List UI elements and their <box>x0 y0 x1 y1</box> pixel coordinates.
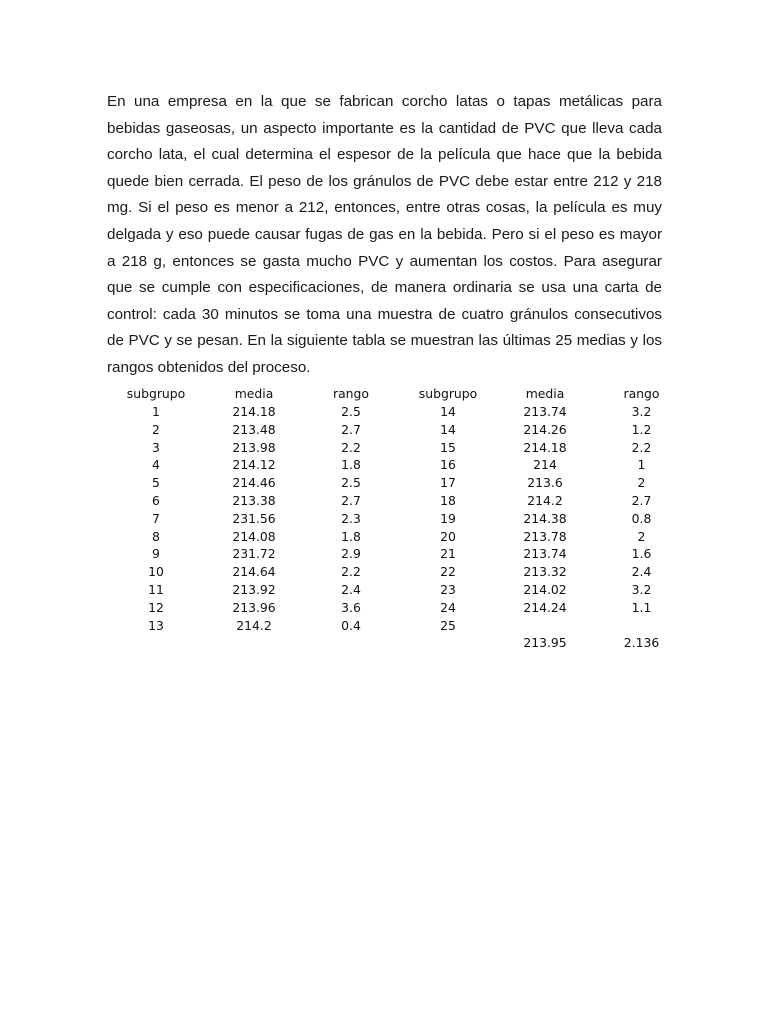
cell-mean: 214.18 <box>523 439 567 455</box>
cell-mean: 214.46 <box>232 475 276 491</box>
cell-subgroup: 5 <box>152 475 160 491</box>
cell-mean: 213.78 <box>523 528 567 544</box>
table-row <box>107 528 690 546</box>
cell-subgroup: 21 <box>440 546 456 562</box>
cell-subgroup: 25 <box>440 617 456 633</box>
cell-range: 2 <box>637 528 646 544</box>
cell-subgroup: 12 <box>148 599 164 615</box>
cell-range: 2.7 <box>631 492 652 508</box>
subgroup-data-table <box>107 385 690 652</box>
cell-subgroup: 6 <box>152 492 160 508</box>
cell-mean: 213.6 <box>527 475 563 491</box>
range-average: 2.136 <box>623 635 660 651</box>
cell-mean: 214.64 <box>232 564 276 580</box>
cell-mean: 214.18 <box>232 404 276 419</box>
cell-range: 2.7 <box>341 492 361 508</box>
header-mean-2: media <box>525 386 565 402</box>
cell-subgroup: 1 <box>152 404 160 419</box>
cell-subgroup: 10 <box>148 564 164 580</box>
cell-range: 2.7 <box>341 421 361 437</box>
cell-range: 2.5 <box>341 475 361 491</box>
cell-mean: 214.08 <box>232 528 276 544</box>
cell-mean: 214 <box>533 457 557 473</box>
table-row <box>107 599 690 617</box>
table-row <box>107 403 690 421</box>
table-header-row <box>107 385 690 403</box>
cell-subgroup: 18 <box>440 492 456 508</box>
cell-range: 1.2 <box>631 421 652 437</box>
cell-mean: 213.74 <box>523 404 567 419</box>
table-row <box>107 581 690 599</box>
cell-mean: 213.74 <box>523 546 567 562</box>
cell-subgroup: 9 <box>152 546 160 562</box>
cell-range: 1.1 <box>631 599 652 615</box>
cell-mean: 231.72 <box>232 546 276 562</box>
cell-range: 3.2 <box>631 581 652 597</box>
cell-range: 2 <box>637 475 646 491</box>
cell-subgroup: 11 <box>148 581 164 597</box>
totals-empty <box>205 634 303 652</box>
cell-mean: 213.96 <box>232 599 276 615</box>
table-row <box>107 617 690 635</box>
cell-range: 2.4 <box>631 564 652 580</box>
cell-mean: 214.02 <box>523 581 567 597</box>
cell-range: 1.6 <box>631 546 652 562</box>
cell-subgroup: 2 <box>152 421 160 437</box>
cell-subgroup: 19 <box>440 510 456 526</box>
cell-mean: 213.48 <box>232 421 276 437</box>
cell-range: 3.2 <box>631 404 652 419</box>
cell-mean: 213.98 <box>232 439 276 455</box>
table-row <box>107 492 690 510</box>
table-body <box>107 403 690 634</box>
cell-mean <box>497 617 593 635</box>
header-subgroup-1: subgrupo <box>126 386 186 402</box>
cell-subgroup: 23 <box>440 581 456 597</box>
cell-range: 1.8 <box>341 528 361 544</box>
totals-empty <box>107 634 205 652</box>
cell-subgroup: 22 <box>440 564 456 580</box>
cell-mean: 214.2 <box>236 617 272 633</box>
cell-range: 2.2 <box>341 439 361 455</box>
header-range-2: rango <box>623 386 660 402</box>
problem-statement: En una empresa en la que se fabrican corcho latas o tapas metálicas para bebidas gaseosas, un aspecto importante es la cantidad de PVC que lleva cada corcho lata, el cual determina el espesor de la película que hace que la bebida quede bien cerrada. El peso de los gránulos de PVC debe estar entre 212 y 218 mg. Si el peso es menor a 212, entonces, entre otras cosas, la película es muy delgada y eso puede causar fugas de gas en la bebida. Pero si el peso es mayor a 218 g, entonces se gasta mucho PVC y aumentan los costos. Para asegurar que se cumple con especificaciones, de manera ordinaria se usa una carta de control: cada 30 minutos se toma una muestra de cuatro gránulos consecutivos de PVC y se pesan. En la siguiente tabla se muestran las últimas 25 medias y los rangos obtenidos del proceso. <box>107 93 662 376</box>
cell-mean: 213.92 <box>232 581 276 597</box>
table-row <box>107 510 690 528</box>
cell-range: 2.3 <box>341 510 361 526</box>
cell-subgroup: 3 <box>152 439 160 455</box>
cell-range: 1.8 <box>341 457 361 473</box>
totals-empty <box>303 634 399 652</box>
cell-subgroup: 14 <box>440 404 456 419</box>
cell-range: 2.2 <box>341 564 361 580</box>
cell-mean: 213.38 <box>232 492 276 508</box>
cell-subgroup: 20 <box>440 528 456 544</box>
cell-subgroup: 17 <box>440 475 456 491</box>
totals-empty <box>399 634 497 652</box>
header-range-1: rango <box>333 386 369 402</box>
cell-range: 1 <box>637 457 646 473</box>
header-mean-1: media <box>234 386 274 402</box>
cell-range <box>593 617 690 635</box>
cell-mean: 214.2 <box>527 492 563 508</box>
cell-mean: 213.32 <box>523 564 567 580</box>
cell-mean: 214.12 <box>232 457 276 473</box>
cell-range: 0.8 <box>631 510 652 526</box>
cell-mean: 214.24 <box>523 599 567 615</box>
cell-subgroup: 16 <box>440 457 456 473</box>
table-row <box>107 545 690 563</box>
table-totals-row <box>107 634 690 652</box>
table-row <box>107 421 690 439</box>
cell-subgroup: 7 <box>152 510 160 526</box>
header-subgroup-2: subgrupo <box>418 386 478 402</box>
cell-subgroup: 4 <box>152 457 160 473</box>
cell-range: 3.6 <box>341 599 361 615</box>
table-row <box>107 474 690 492</box>
cell-mean: 214.26 <box>523 421 567 437</box>
cell-subgroup: 15 <box>440 439 456 455</box>
cell-range: 2.9 <box>341 546 361 562</box>
cell-subgroup: 8 <box>152 528 160 544</box>
cell-subgroup: 24 <box>440 599 456 615</box>
cell-range: 0.4 <box>341 617 361 633</box>
cell-mean: 231.56 <box>232 510 276 526</box>
table-row <box>107 439 690 457</box>
table-row <box>107 563 690 581</box>
cell-subgroup: 13 <box>148 617 164 633</box>
cell-range: 2.5 <box>341 404 361 419</box>
cell-range: 2.2 <box>631 439 652 455</box>
cell-range: 2.4 <box>341 581 361 597</box>
cell-mean: 214.38 <box>523 510 567 526</box>
cell-subgroup: 14 <box>440 421 456 437</box>
mean-average: 213.95 <box>523 635 567 651</box>
table-row <box>107 456 690 474</box>
